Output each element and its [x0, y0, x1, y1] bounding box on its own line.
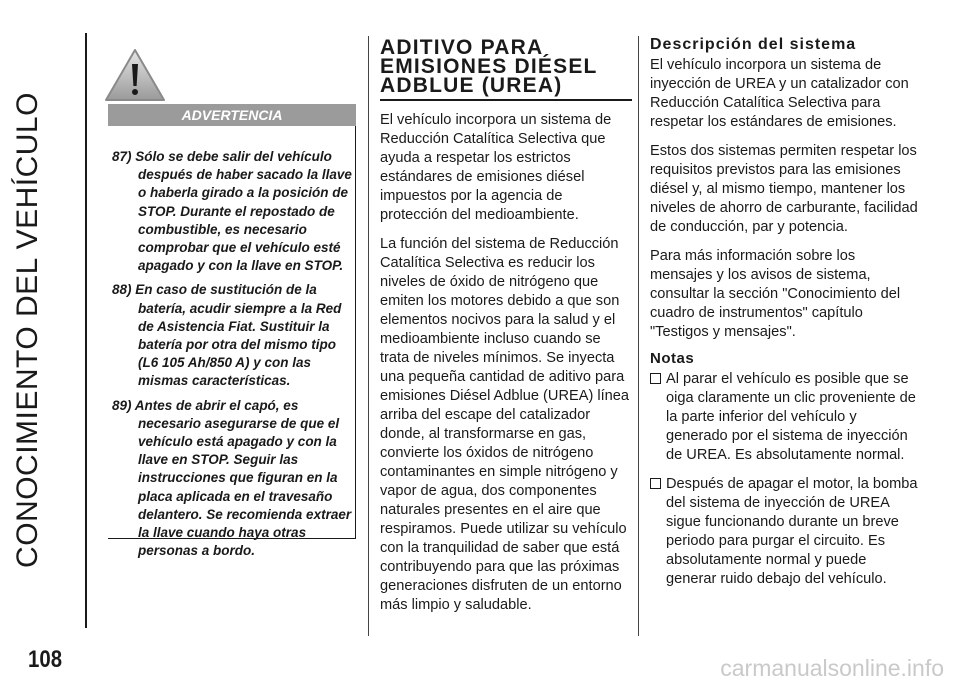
note-item [650, 475, 920, 589]
adblue-section [380, 38, 632, 615]
paragraph: Estos dos sistemas permiten respetar los requisitos previstos para las emisiones diésel y, al mismo tiempo, mantener los niveles de ahorro de carburante, facilidad de conducción, par y potencia. [650, 143, 918, 235]
warning-item: 87) Sólo se debe salir del vehículo después de haber sacado la llave o haberla girado a la posición de STOP. Durante el repostado de combustible, es necesario comprobar que el vehículo esté apagado y con la llave en STOP. [112, 149, 352, 274]
warning-list [112, 148, 352, 566]
checkbox-bullet-icon [650, 373, 661, 384]
watermark: carmanualsonline.info [720, 655, 944, 681]
side-rule [85, 33, 87, 628]
page-number: 108 [28, 646, 63, 673]
warning-item: 89) Antes de abrir el capó, es necesario asegurarse de que el vehículo está apagado y con la llave en STOP. Seguir las instrucciones que figuran en la placa aplicada en el travesaño delantero. Se recomienda extraer la llave cuando haya otras personas a bordo. [112, 397, 352, 559]
note-text: Al parar el vehículo es posible que se oiga claramente un clic proveniente de la parte inferior del vehículo y generado por el sistema de inyección de UREA. Es absolutamente normal. [666, 371, 916, 463]
warning-label: ADVERTENCIA [108, 104, 356, 126]
system-description-section [650, 36, 920, 599]
column-divider [368, 36, 369, 636]
column-divider [638, 36, 639, 636]
paragraph: El vehículo incorpora un sistema de inyección de UREA y un catalizador con Reducción Catalítica Selectiva para respetar los estándares de emisiones. [650, 57, 909, 130]
paragraph: La función del sistema de Reducción Catalítica Selectiva es reducir los niveles de óxido de nitrógeno que emiten los motores debido a que son elementos nocivos para la salud y el medioambiente incluso cuando se trata de niveles mínimos. Se inyecta una pequeña cantidad de aditivo para emisiones Diésel Adblue (UREA) línea arriba del escape del catalizador donde, al transformarse en gas, convierte los óxidos de nitrógeno contaminantes en simple nitrógeno y vapor de agua, dos componentes naturales presentes en el aire que respiramos. Puede utilizar su vehículo con la tranquilidad de saber que está contribuyendo para que las próximas generaciones disfruten de un entorno más limpio y saludable. [380, 236, 630, 613]
paragraph: El vehículo incorpora un sistema de Reducción Catalítica Selectiva que ayuda a respetar los estrictos estándares de emisiones diésel impuestos por la agencia de protección del medioambiente. [380, 112, 612, 223]
warning-item: 88) En caso de sustitución de la batería, acudir siempre a la Red de Asistencia Fiat. Sustituir la batería por otra del mismo tipo (L6 105 Ah/850 A) y con las mismas características. [112, 282, 342, 389]
notes-heading: Notas [650, 350, 695, 367]
warning-triangle-icon [104, 48, 166, 103]
checkbox-bullet-icon [650, 478, 661, 489]
note-text: Después de apagar el motor, la bomba del sistema de inyección de UREA sigue funcionando durante un breve periodo para purgar el circuito. Es absolutamente normal y puede generar ruido debajo del vehículo. [666, 476, 918, 587]
section-heading: ADITIVO PARA EMISIONES DIÉSEL ADBLUE (UREA) [380, 38, 632, 101]
note-item [650, 370, 920, 465]
subsection-heading: Descripción del sistema [650, 36, 857, 53]
paragraph: Para más información sobre los mensajes y los avisos de sistema, consultar la sección "Conocimiento del cuadro de instrumentos" capítulo "Testigos y mensajes". [650, 248, 901, 340]
